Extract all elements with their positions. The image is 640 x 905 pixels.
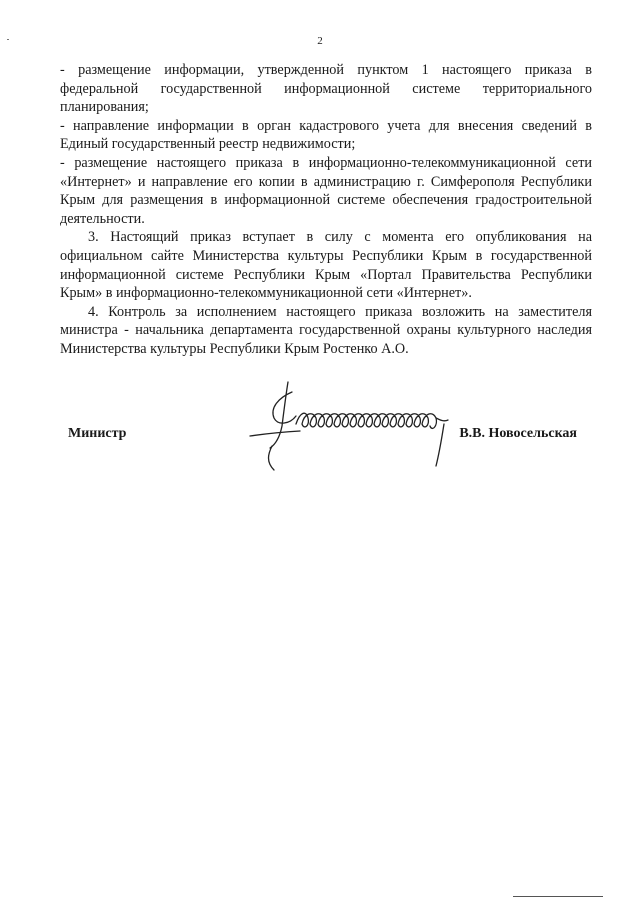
paragraph-list-item-3: - размещение настоящего приказа в информационно-телекоммуникационной сети «Интернет» и направление его копии в администрацию г. Симферополя Республики Крым для размещения в информационной системе обеспечения градостроительной деятельности.: [60, 154, 592, 227]
footer-rule: [513, 896, 603, 897]
signature-block: [60, 422, 592, 446]
signatory-position: Министр: [68, 426, 127, 441]
paragraph-list-item-1: - размещение информации, утвержденной пунктом 1 настоящего приказа в федеральной государственной информационной системе территориального планирования;: [60, 62, 592, 116]
paragraph-clause-3: 3. Настоящий приказ вступает в силу с момента его опубликования на официальном сайте Министерства культуры Республики Крым в государственной информационной системе Республики Крым «Портал Правительства Республики Крым» в информационно-телекоммуникационной сети «Интернет».: [60, 229, 592, 302]
paragraph-clause-4: 4. Контроль за исполнением настоящего приказа возложить на заместителя министра - начальника департамента государственной охраны культурного наследия Министерства культуры Республики Крым Ростенко А.О.: [60, 303, 592, 357]
signatory-name: В.В. Новосельская: [459, 426, 577, 441]
paragraph-list-item-2: - направление информации в орган кадастрового учета для внесения сведений в Единый государственный реестр недвижимости;: [60, 117, 592, 153]
document-body: [60, 61, 592, 359]
page-number: 2: [317, 35, 323, 47]
